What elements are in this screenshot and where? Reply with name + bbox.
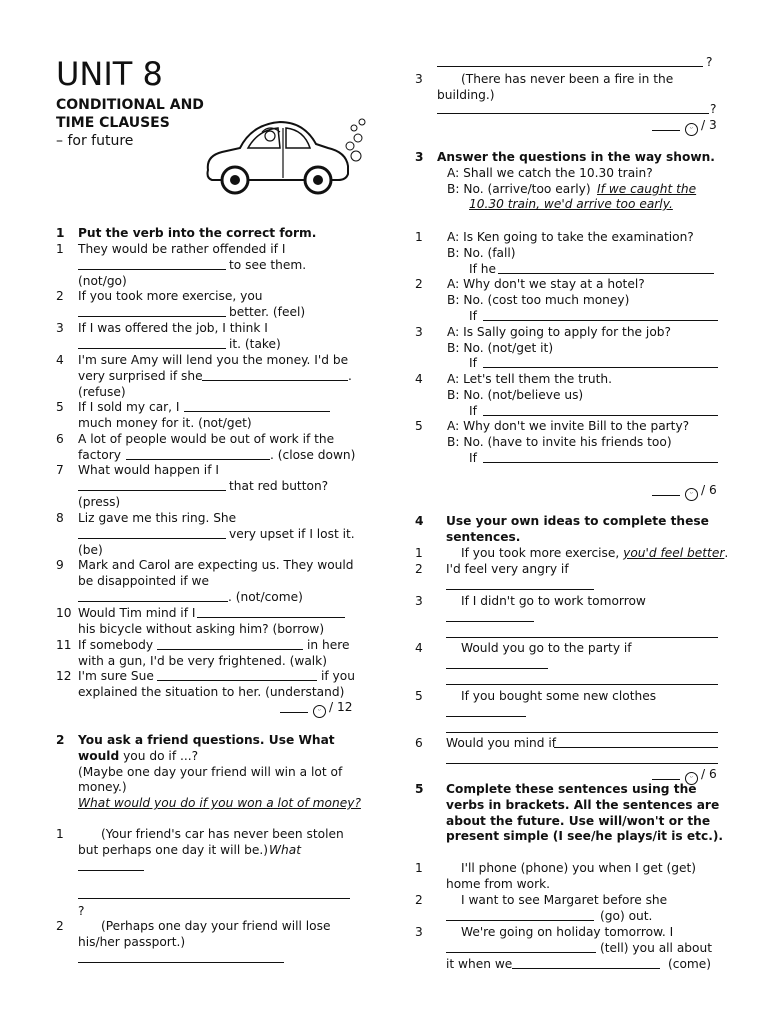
s4-number: 4: [415, 514, 424, 528]
s3-score: [682, 483, 717, 501]
s3-item-a: A: Is Sally going to apply for the job?: [447, 325, 671, 339]
s2-item-number: 1: [56, 827, 64, 841]
s3-item-if: If: [469, 404, 477, 418]
s1-item-text: his bicycle without asking him? (borrow): [78, 622, 325, 636]
s5-number: 5: [415, 782, 424, 796]
s1-item-text: very surprised if she: [78, 369, 203, 383]
s1-item-text: (refuse): [78, 385, 126, 399]
s1-item-text: . (not/come): [228, 590, 303, 604]
s1-item-number: 9: [56, 558, 64, 572]
s3-item-b: B: No. (not/get it): [447, 341, 554, 355]
s1-score-blank[interactable]: [280, 712, 308, 713]
s1-instruction: Put the verb into the correct form.: [78, 226, 317, 240]
s1-score: [310, 700, 353, 718]
s2-item-text: (Perhaps one day your friend will lose: [101, 919, 331, 933]
s3-answer-blank[interactable]: [483, 367, 718, 368]
s5-item-text: (go) out.: [600, 909, 653, 923]
s1-answer-blank[interactable]: [78, 269, 226, 270]
s4-item-row: [461, 546, 728, 561]
s1-item-text: in here: [307, 638, 350, 652]
s3-item-if: If he: [469, 262, 496, 276]
s1-item-text: (not/go): [78, 274, 127, 288]
s4-instruction: Use your own ideas to complete these: [446, 514, 709, 528]
s1-item-text: very upset if I lost it.: [229, 527, 355, 541]
s2-example: (Maybe one day your friend will win a lot of: [78, 765, 343, 779]
s1-item-number: 10: [56, 606, 72, 620]
s1-answer-blank[interactable]: [184, 411, 330, 412]
s2-item-number: 3: [415, 72, 423, 86]
s3-item-a: A: Is Ken going to take the examination?: [447, 230, 694, 244]
smiley-icon: ᵕ: [685, 772, 698, 785]
s3-number: 3: [415, 150, 424, 164]
s4-score-blank[interactable]: [652, 779, 680, 780]
s4-item-text: I'd feel very angry if: [446, 562, 569, 576]
s2-instruction: You ask a friend questions. Use What: [78, 733, 335, 747]
s4-item-number: 2: [415, 562, 423, 576]
s4-item-number: 5: [415, 689, 423, 703]
s1-item-text: much money for it. (not/get): [78, 416, 252, 430]
s2-instruction-rest: you do if ...?: [119, 749, 199, 763]
s3-item-b: B: No. (not/believe us): [447, 388, 584, 402]
s1-item-text: (be): [78, 543, 103, 557]
s1-item-text: I'm sure Amy will lend you the money. I'd be: [78, 353, 349, 367]
s2-qmark: ?: [710, 102, 717, 116]
s1-score-total: / 12: [329, 700, 353, 714]
s4-item-text: If I didn't go to work tomorrow: [461, 594, 646, 608]
s1-answer-blank[interactable]: [78, 316, 226, 317]
s1-item-text: that red button?: [229, 479, 329, 493]
s1-answer-blank[interactable]: [78, 601, 228, 602]
s1-item-number: 11: [56, 638, 72, 652]
s1-item-text: to see them.: [229, 258, 307, 272]
s4-answer-blank[interactable]: [446, 763, 718, 764]
s5-instruction: present simple (I see/he plays/it is etc.).: [446, 829, 724, 843]
s4-example-answer: you'd feel better: [623, 546, 725, 560]
s1-answer-blank[interactable]: [126, 459, 270, 460]
s3-item-b: B: No. (cost too much money): [447, 293, 630, 307]
s2-qmark: ?: [706, 55, 713, 69]
s1-answer-blank[interactable]: [78, 490, 226, 491]
s3-item-if: If: [469, 451, 477, 465]
s1-item-text: If I was offered the job, I think I: [78, 321, 268, 335]
s5-item-text: it when we: [446, 957, 513, 971]
s5-item-number: 1: [415, 861, 423, 875]
s1-item-text: Mark and Carol are expecting us. They would: [78, 558, 354, 572]
s3-item-b: B: No. (fall): [447, 246, 516, 260]
s3-item-if: If: [469, 309, 477, 323]
s5-instruction: verbs in brackets. All the sentences are: [446, 798, 720, 812]
s5-item-text: (tell) you all about: [600, 941, 712, 955]
s1-answer-blank[interactable]: [197, 617, 345, 618]
s4-item-end: .: [724, 546, 729, 560]
s1-item-text: be disappointed if we: [78, 574, 209, 588]
smiley-icon: ᵕ: [685, 488, 698, 501]
s2-item-text: (There has never been a fire in the: [461, 72, 674, 86]
s2-qmark: ?: [78, 904, 85, 918]
s3-item-a: A: Why don't we invite Bill to the party?: [447, 419, 690, 433]
s3-item-number: 5: [415, 419, 423, 433]
s5-instruction: about the future. Use will/won't or the: [446, 814, 711, 828]
s3-item-number: 3: [415, 325, 423, 339]
s1-item-text: A lot of people would be out of work if the: [78, 432, 335, 446]
s1-item-text: If somebody: [78, 638, 154, 652]
s2-instruction-2: [78, 749, 198, 764]
s3-answer-blank[interactable]: [483, 415, 718, 416]
s1-answer-blank[interactable]: [78, 348, 226, 349]
s1-item-number: 7: [56, 463, 64, 477]
s5-answer-blank[interactable]: [446, 952, 596, 953]
s3-example-answer: 10.30 train, we'd arrive too early.: [469, 197, 673, 211]
s5-item-text: (come): [668, 957, 712, 971]
s2-number: 2: [56, 733, 65, 747]
s1-item-text: If you took more exercise, you: [78, 289, 263, 303]
s2-answer-blank[interactable]: [78, 898, 350, 899]
s2-item-number: 2: [56, 919, 64, 933]
s1-item-text: .: [348, 369, 352, 383]
s5-item-text: I want to see Margaret before she: [461, 893, 668, 907]
s2-item-start: What: [269, 843, 302, 857]
s5-item-number: 3: [415, 925, 423, 939]
s1-item-number: 3: [56, 321, 64, 335]
s2-answer-blank[interactable]: [78, 870, 144, 871]
s4-item-number: 3: [415, 594, 423, 608]
s1-item-number: 6: [56, 432, 64, 446]
smiley-icon: ᵕ: [685, 123, 698, 136]
s5-instruction: Complete these sentences using the: [446, 782, 697, 796]
s5-answer-blank[interactable]: [512, 968, 660, 969]
s1-answer-blank[interactable]: [157, 680, 317, 681]
s1-item-text: What would happen if I: [78, 463, 219, 477]
s4-item-text: If you bought some new clothes: [461, 689, 657, 703]
unit-title: UNIT 8: [56, 55, 163, 93]
s4-answer-blank[interactable]: [446, 732, 718, 733]
s1-item-text: Liz gave me this ring. She: [78, 511, 237, 525]
s1-item-number: 4: [56, 353, 64, 367]
s1-item-text: I'm sure Sue: [78, 669, 154, 683]
s5-item-text: We're going on holiday tomorrow. I: [461, 925, 674, 939]
s1-item-number: 8: [56, 511, 64, 525]
s1-item-text: with a gun, I'd be very frightened. (walk): [78, 654, 327, 668]
s3-item-number: 2: [415, 277, 423, 291]
car-illustration: [200, 108, 370, 203]
s2-score-blank[interactable]: [652, 130, 680, 131]
s3-example-a: A: Shall we catch the 10.30 train?: [447, 166, 653, 180]
s3-answer-blank[interactable]: [483, 320, 718, 321]
s3-example-answer: If we caught the: [597, 182, 697, 196]
s1-answer-blank[interactable]: [78, 538, 226, 539]
s2-score: [682, 118, 717, 136]
smiley-icon: ᵕ: [313, 705, 326, 718]
s1-item-text: Would Tim mind if I: [78, 606, 196, 620]
s4-item-text: If you took more exercise,: [461, 546, 620, 560]
s4-item-number: 4: [415, 641, 423, 655]
s4-score-total: / 6: [701, 767, 717, 781]
s1-number: 1: [56, 226, 65, 240]
s5-item-text: I'll phone (phone) you when I get (get): [461, 861, 697, 875]
s3-answer-blank[interactable]: [483, 462, 718, 463]
s1-item-text: explained the situation to her. (understand): [78, 685, 345, 699]
s5-item-text: home from work.: [446, 877, 551, 891]
s1-answer-blank[interactable]: [157, 649, 303, 650]
s2-item-text: (Your friend's car has never been stolen: [101, 827, 344, 841]
s1-answer-blank[interactable]: [202, 380, 348, 381]
s1-item-text: . (close down): [270, 448, 356, 462]
s3-answer-blank[interactable]: [498, 273, 714, 274]
s2-example-answer: What would you do if you won a lot of money?: [78, 796, 361, 810]
s3-item-a: A: Let's tell them the truth.: [447, 372, 612, 386]
s3-item-b: B: No. (have to invite his friends too): [447, 435, 672, 449]
s3-item-number: 1: [415, 230, 423, 244]
section-title-line2: TIME CLAUSES: [56, 115, 170, 131]
s4-instruction: sentences.: [446, 530, 521, 544]
s1-item-text: They would be rather offended if I: [78, 242, 286, 256]
s2-example: money.): [78, 780, 127, 794]
s2-instruction-bold: would: [78, 749, 120, 763]
s1-item-text: If I sold my car, I: [78, 400, 180, 414]
s1-item-number: 5: [56, 400, 64, 414]
s2-answer-blank[interactable]: [437, 113, 709, 114]
s4-answer-blank[interactable]: [446, 621, 534, 622]
s1-item-text: it. (take): [229, 337, 281, 351]
s1-item-number: 12: [56, 669, 72, 683]
s3-item-number: 4: [415, 372, 423, 386]
s3-example-b: B: No. (arrive/too early): [447, 182, 591, 196]
s2-score-total: / 3: [701, 118, 717, 132]
s4-answer-blank[interactable]: [446, 637, 718, 638]
s2-item-text: building.): [437, 88, 495, 102]
s4-answer-blank[interactable]: [446, 684, 718, 685]
s4-item-text: Would you go to the party if: [461, 641, 632, 655]
s2-item-text: but perhaps one day it will be.): [78, 843, 269, 857]
s2-answer-blank[interactable]: [78, 962, 284, 963]
s4-answer-blank[interactable]: [446, 589, 594, 590]
s3-instruction: Answer the questions in the way shown.: [437, 150, 715, 164]
section-title-line1: CONDITIONAL AND: [56, 97, 204, 113]
s1-item-text: better. (feel): [229, 305, 306, 319]
s1-item-text: if you: [321, 669, 355, 683]
s3-score-blank[interactable]: [652, 495, 680, 496]
s3-item-a: A: Why don't we stay at a hotel?: [447, 277, 645, 291]
s5-answer-blank[interactable]: [446, 920, 594, 921]
s1-item-number: 2: [56, 289, 64, 303]
s1-item-number: 1: [56, 242, 64, 256]
s2-item-text: his/her passport.): [78, 935, 186, 949]
s4-item-number: 6: [415, 736, 423, 750]
s1-item-text: (press): [78, 495, 121, 509]
s3-score-total: / 6: [701, 483, 717, 497]
s2-answer-blank[interactable]: [437, 66, 703, 67]
s4-answer-blank[interactable]: [554, 747, 718, 748]
s4-item-number: 1: [415, 546, 423, 560]
s4-item-text: Would you mind if: [446, 736, 557, 750]
s3-item-if: If: [469, 356, 477, 370]
s5-item-number: 2: [415, 893, 423, 907]
section-subtitle: – for future: [56, 133, 134, 149]
s4-answer-blank[interactable]: [446, 716, 526, 717]
s1-item-text: factory: [78, 448, 121, 462]
s4-answer-blank[interactable]: [446, 668, 548, 669]
